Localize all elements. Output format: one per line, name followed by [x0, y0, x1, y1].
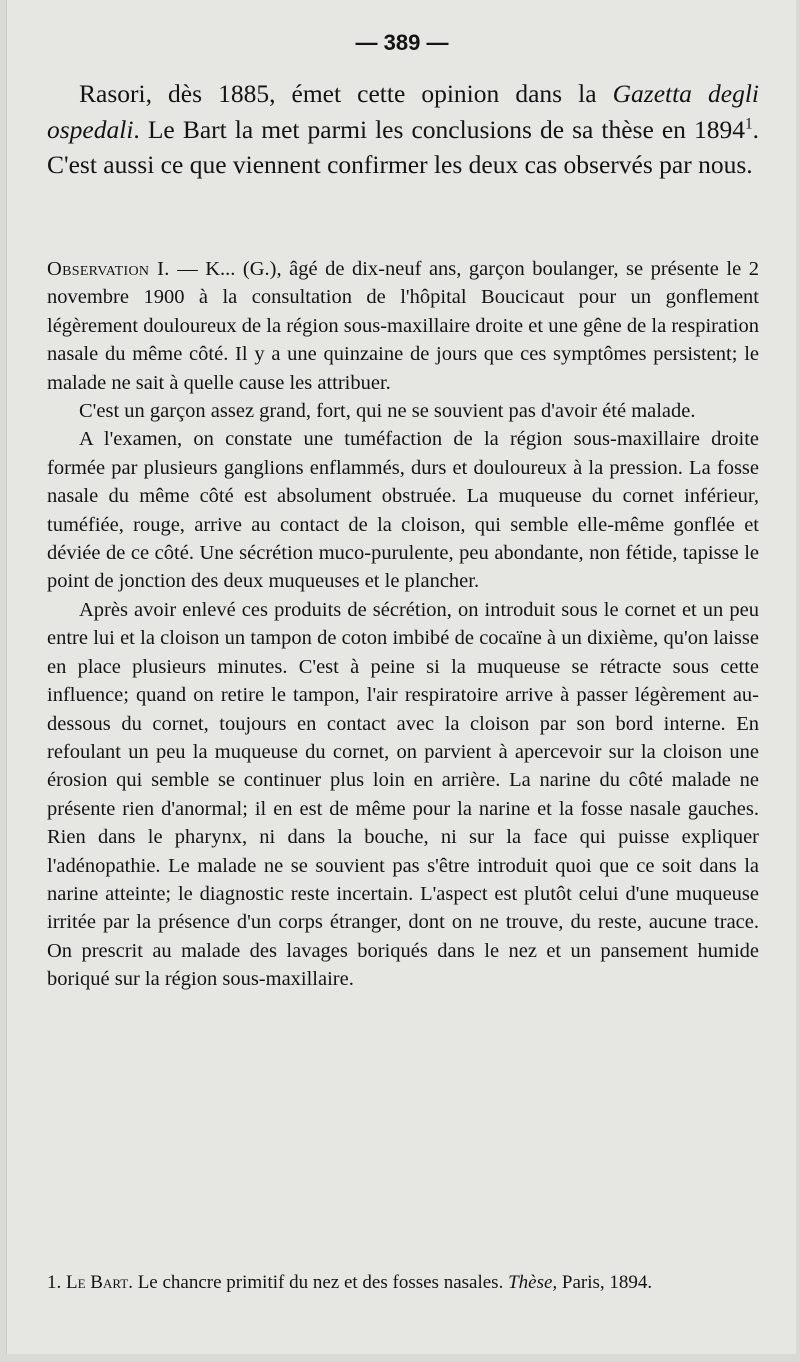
- footnote-type: Thèse,: [508, 1272, 558, 1293]
- book-page: [6, 0, 796, 1354]
- observation-paragraph-4: Après avoir enlevé ces produits de sécrétion, on introduit sous le cornet et un peu entre lui et la cloison un tampon de coton imbibé de cocaïne à un dixième, qu'on laisse en place plusieurs minutes. C'est à peine si la muqueuse se rétracte sous cette influence; quand on retire le tampon, l'air respiratoire arrive à passer légèrement au-dessous du cornet, toujours en contact avec la cloison par son bord interne. En refoulant un peu la muqueuse du cornet, on parvient à apercevoir sur la cloison une érosion qui semble se continuer plus loin en arrière. La narine du côté malade ne présente rien d'anormal; il en est de même pour la narine et la fosse nasale gauches. Rien dans le pharynx, ni dans la bouche, ni sur la face qui puisse expliquer l'adénopathie. Le malade ne se souvient pas s'être introduit quoi que ce soit dans la narine atteinte; le diagnostic reste incertain. L'aspect est plutôt celui d'une muqueuse irritée par la présence d'un corps étranger, dont on ne trouve, du reste, aucune trace. On prescrit au malade des lavages boriqués dans le nez et un pansement humide boriqué sur la région sous-maxillaire.: [47, 598, 759, 991]
- intro-text-2: . Le Bart la met parmi les conclusions de sa thèse en 1894: [133, 114, 745, 144]
- page-number: — 389 —: [355, 30, 449, 55]
- footnote-text: Le chancre primitif du nez et des fosses nasales.: [132, 1272, 509, 1293]
- observation-text-1: — K... (G.), âgé de dix-neuf ans, garçon boulanger, se présente le 2 novembre 1900 à la consultation de l'hôpital Boucicaut pour un gonflement légèrement douloureux de la région sous-maxillaire droite et une gêne de la respiration nasale du même côté. Il y a une quinzaine de jours que ces symptômes persistent; le malade ne sait à quelle cause les attribuer.: [47, 258, 759, 394]
- footnote: [47, 1270, 759, 1296]
- observation-title: Observation I.: [47, 258, 170, 280]
- intro-paragraph: [47, 76, 759, 183]
- journal-title: Gazetta degli ospedali: [47, 79, 759, 144]
- intro-text-3: . C'est aussi ce que viennent confirmer les deux cas observés par nous.: [47, 114, 759, 179]
- intro-text-1: Rasori, dès 1885, émet cette opinion dans la: [79, 79, 613, 108]
- footnote-author: Le Bart.: [66, 1272, 133, 1293]
- observation-paragraph-1: [47, 255, 759, 397]
- footnote-number: 1.: [47, 1272, 62, 1293]
- footnote-place: Paris, 1894.: [557, 1272, 653, 1293]
- observation-paragraph-2: C'est un garçon assez grand, fort, qui ne se souvient pas d'avoir été malade.: [79, 400, 696, 423]
- observation-section: [47, 255, 759, 994]
- observation-paragraph-3: A l'examen, on constate une tuméfaction de la région sous-maxillaire droite formée par plusieurs ganglions enflammés, durs et douloureux à la pression. La fosse nasale du même côté est absolument obstruée. La muqueuse du cornet inférieur, tuméfiée, rouge, arrive au contact de la cloison, qui semble elle-même gonflée et déviée de ce côté. Une sécrétion muco-purulente, peu abondante, non fétide, tapisse le point de jonction des deux muqueuses et le plancher.: [47, 428, 759, 593]
- footnote-reference: 1: [744, 115, 753, 132]
